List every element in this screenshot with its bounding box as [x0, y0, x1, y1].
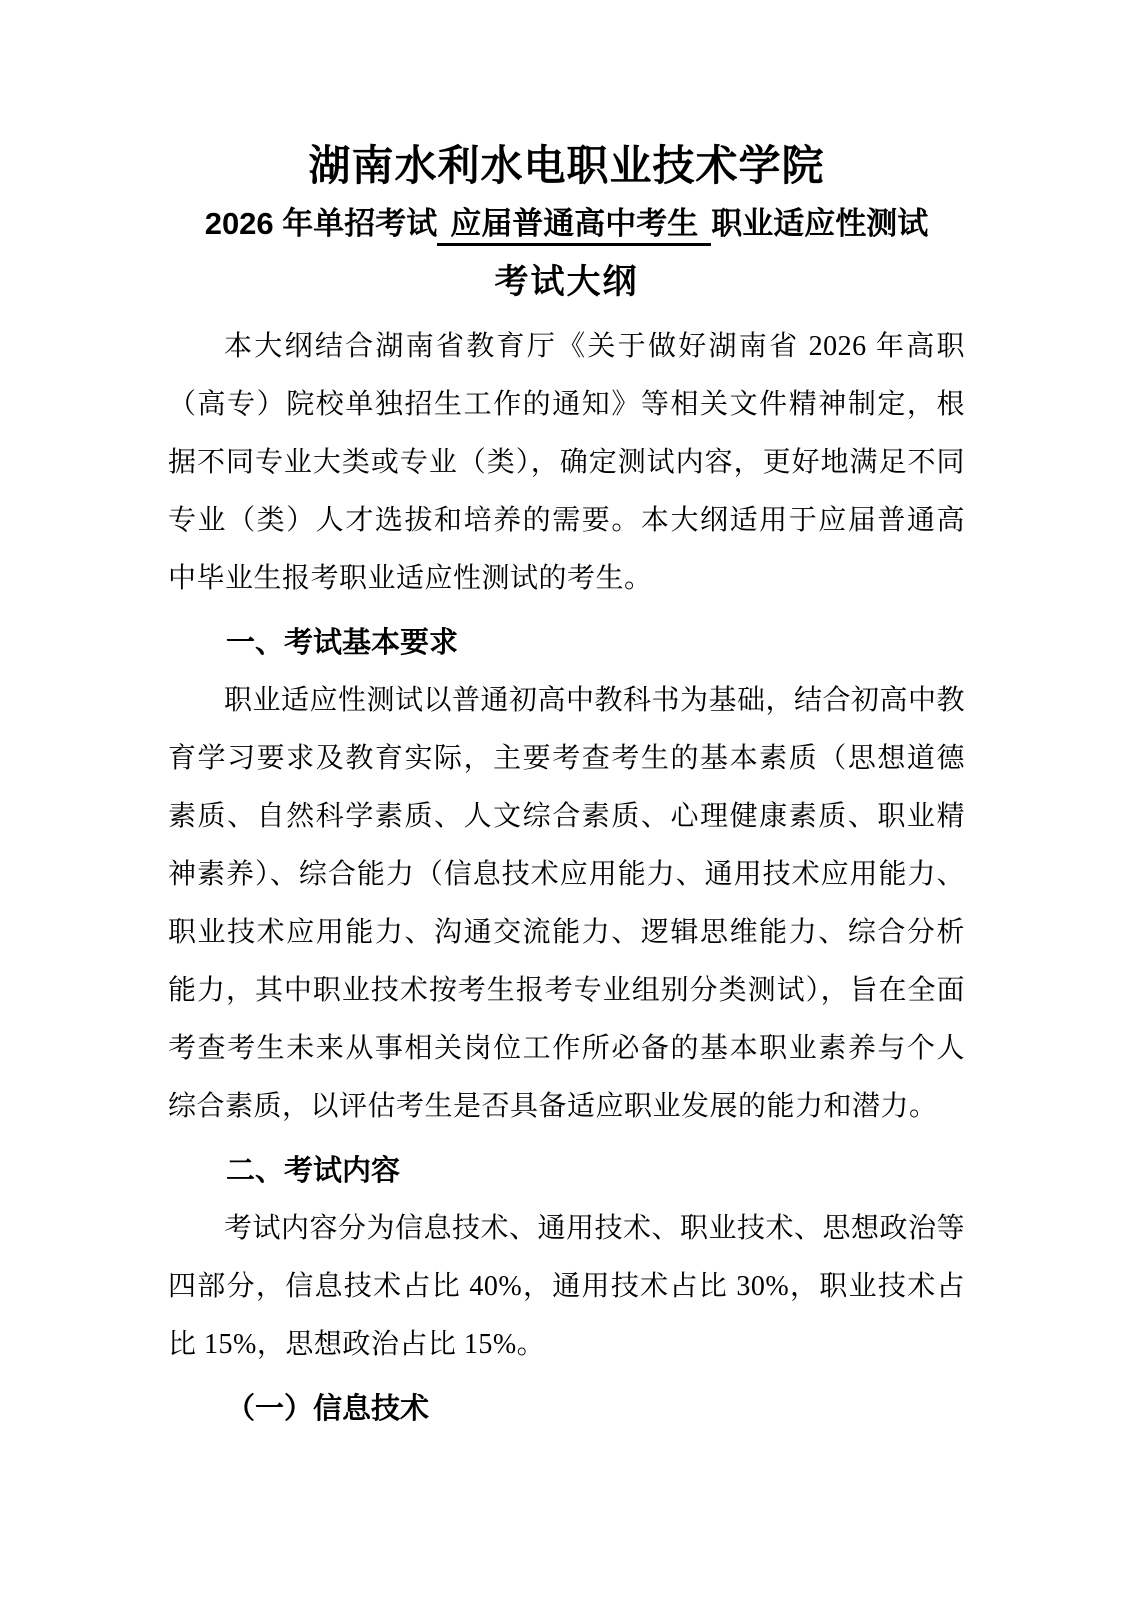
section-1-body: 职业适应性测试以普通初高中教科书为基础，结合初高中教育学习要求及教育实际，主要考查考生的基本素质（思想道德素质、自然科学素质、人文综合素质、心理健康素质、职业精神素养）、综合能力（信息技术应用能力、通用技术应用能力、职业技术应用能力、沟通交流能力、逻辑思维能力、综合分析能力，其中职业技术按考生报考专业组别分类测试），旨在全面考查考生未来从事相关岗位工作所必备的基本职业素养与个人综合素质，以评估考生是否具备适应职业发展的能力和潜力。: [168, 685, 966, 1122]
section-1-heading: 一、考试基本要求: [226, 627, 459, 659]
section-2-body: 考试内容分为信息技术、通用技术、职业技术、思想政治等四部分，信息技术占比 40%，通用技术占比 30%，职业技术占比 15%，思想政治占比 15%。: [168, 1213, 966, 1360]
document-subtitle-exam-outline: 考试大纲: [494, 263, 639, 301]
document-subtitle: [168, 204, 965, 244]
document-title: 湖南水利水电职业技术学院: [308, 142, 825, 189]
intro-paragraph: 本大纲结合湖南省教育厅《关于做好湖南省 2026 年高职（高专）院校单独招生工作的通知》等相关文件精神制定，根据不同专业大类或专业（类），确定测试内容，更好地满足不同专业（类）人才选拔和培养的需要。本大纲适用于应届普通高中毕业生报考职业适应性测试的考生。: [168, 331, 965, 594]
subtitle-underlined-text: 应届普通高中考生: [437, 206, 711, 246]
subsection-1-heading-information-technology: （一）信息技术: [226, 1393, 430, 1425]
subtitle-prefix: 2026 年单招考试: [204, 206, 438, 241]
section-2-heading: 二、考试内容: [226, 1155, 401, 1187]
subtitle-suffix: 职业适应性测试: [711, 206, 929, 241]
